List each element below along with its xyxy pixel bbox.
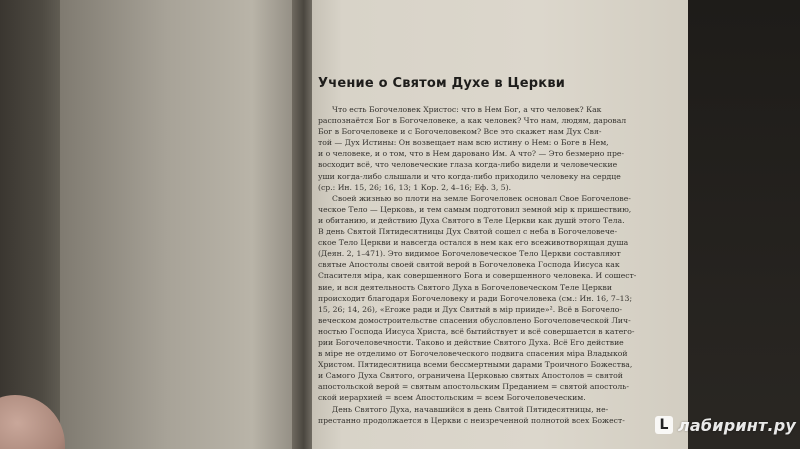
text-line: вие, и вся деятельность Святого Духа в Богочеловеческом Теле Церкви (318, 282, 613, 292)
text-line: Бог в Богочеловеке и с Богочеловеком? Все это скажет нам Дух Свя- (318, 127, 602, 137)
text-line: ской иерархией = всем Апостольским = всем Богочеловеческим. (318, 393, 586, 403)
text-line: В день Святой Пятидесятницы Дух Святой сошел с неба в Богочеловече- (318, 227, 618, 237)
text-line: той — Дух Истины: Он возвещает нам всю истину о Нем: о Боге в Нем, (318, 138, 609, 148)
text-line: в мiре не отделимо от Богочеловеческого подвига спасения мiра Владыкой (318, 349, 628, 359)
text-line: восходит всё, что человеческие глаза когда-либо видели и человеческие (318, 160, 618, 170)
text-line: День Святого Духа, начавшийся в день Святой Пятидесятницы, не- (332, 404, 609, 414)
text-line: ческое Тело — Церковь, и тем самым подготовил земной мiр к пришествию, (318, 204, 632, 214)
text-line: и обитанию, и действию Духа Святого в Теле Церкви как душй этого Тела. (318, 215, 625, 225)
text-line: ское Тело Церкви и навсегда остался в нем как его всеживотворящая душа (318, 238, 629, 248)
left-page (60, 0, 300, 449)
text-line: 15, 26; 14, 26), «Егоже ради и Дух Святый в мiр прииде»². Всё в Богочело- (318, 304, 622, 314)
text-line: (ср.: Ин. 15, 26; 16, 13; 1 Кор. 2, 4–16; Еф. 3, 5). (318, 182, 512, 192)
labirint-logo-icon: L (655, 416, 673, 434)
chapter-heading: Учение о Святом Духе в Церкви (318, 76, 566, 91)
text-line: и о человеке, и о том, что в Нем даровано Им. А что? — Это безмерно пре- (318, 149, 625, 159)
watermark-text: лабиринт.ру (678, 415, 797, 435)
text-line: рии Богочеловечности. Таково и действие Святого Духа. Всё Его действие (318, 337, 624, 347)
text-line: происходит благодаря Богочеловеку и ради Богочеловека (см.: Ин. 16, 7–13; (318, 293, 633, 303)
text-line: апостольской верой = святым апостольским Преданием = святой апостоль- (318, 382, 630, 392)
text-line: уши когда-либо слышали и что когда-либо приходило человеку на сердце (318, 171, 621, 181)
text-line: ностью Господа Иисуса Христа, всё бытийствует и всё совершается в катего- (318, 326, 635, 336)
text-line: Христом. Пятидесятница всеми бессмертными дарами Троичного Божества, (318, 360, 633, 370)
text-line: престанно продолжается в Церкви с неизреченной полнотой всех Божест- (318, 415, 625, 425)
text-line: (Деян. 2, 1–471). Это видимое Богочеловеческое Тело Церкви составляют (318, 249, 621, 259)
text-line: распознаётся Бог в Богочеловеке, а как человек? Что нам, людям, даровал (318, 116, 627, 126)
background-right (688, 0, 800, 449)
text-line: Что есть Богочеловек Христос: что в Нем Бог, а что человек? Как (332, 105, 602, 114)
text-line: Своей жизнью во плоти на земле Богочеловек основал Свое Богочелове- (332, 193, 631, 203)
text-line: веческом домостроительстве спасения обусловлено Богочеловеческой Лич- (318, 315, 631, 325)
text-line: святые Апостолы своей святой верой в Богочеловека Господа Иисуса как (318, 260, 620, 270)
text-line: Спасителя мiра, как совершенного Бога и совершенного человека. И сошест- (318, 271, 637, 281)
body-text (318, 104, 658, 426)
watermark (655, 414, 796, 436)
text-line: и Самого Духа Святого, ограничена Церковью святых Апостолов = святой (318, 371, 623, 381)
